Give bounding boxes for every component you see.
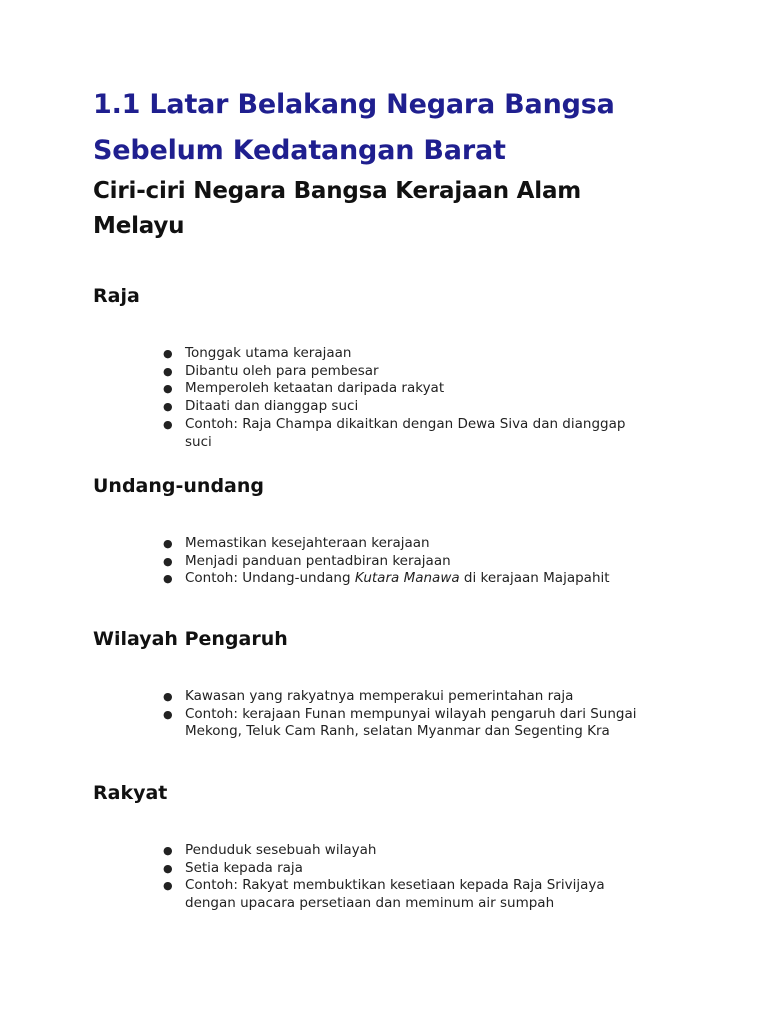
page-title-line-1: 1.1 Latar Belakang Negara Bangsa xyxy=(93,89,615,120)
list-item xyxy=(163,570,645,588)
bullet-icon: ● xyxy=(163,382,173,396)
list-item-text: Contoh: Raja Champa dikaitkan dengan Dewa Siva dan dianggap suci xyxy=(185,415,626,450)
list-item-text: Tonggak utama kerajaan xyxy=(185,345,352,361)
bullet-icon: ● xyxy=(163,690,173,703)
bullet-icon: ● xyxy=(163,861,173,875)
list-item-text: Ditaati dan dianggap suci xyxy=(185,398,359,415)
list-item-text: Memastikan kesejahteraan kerajaan xyxy=(185,535,430,551)
list-item xyxy=(163,877,645,912)
example-prefix: Contoh: Undang-undang xyxy=(185,570,355,587)
bullet-icon: ● xyxy=(163,347,173,360)
bullet-list-rakyat xyxy=(93,842,693,913)
list-item xyxy=(163,398,645,416)
page-title xyxy=(93,82,693,174)
list-item-text: Contoh: Rakyat membuktikan kesetiaan kepada Raja Srivijaya dengan upacara persetiaan dan meminum air sumpah xyxy=(185,877,605,912)
bullet-icon: ● xyxy=(163,879,173,893)
bullet-icon: ● xyxy=(163,417,173,431)
list-item-text: Contoh: kerajaan Funan mempunyai wilayah pengaruh dari Sungai Mekong, Teluk Cam Ranh, selatan Myanmar dan Segenting Kra xyxy=(185,705,637,740)
section-rakyat xyxy=(93,779,693,913)
section-heading-undang-undang: Undang-undang xyxy=(93,475,264,497)
subtitle-line-1: Ciri-ciri Negara Bangsa Kerajaan Alam xyxy=(93,178,582,204)
bullet-list-wilayah-pengaruh xyxy=(93,688,693,741)
section-heading-wilayah-pengaruh: Wilayah Pengaruh xyxy=(93,628,288,650)
section-heading-rakyat: Rakyat xyxy=(93,782,168,804)
bullet-icon: ● xyxy=(163,400,173,414)
bullet-icon: ● xyxy=(163,572,173,586)
list-item xyxy=(163,345,645,363)
document-page xyxy=(93,82,693,912)
list-item-text: Penduduk sesebuah wilayah xyxy=(185,842,377,858)
example-italic-term: Kutara Manawa xyxy=(354,570,460,587)
list-item-text: Setia kepada raja xyxy=(185,859,303,876)
list-item xyxy=(163,380,645,398)
bullet-icon: ● xyxy=(163,364,173,378)
list-item xyxy=(163,842,645,860)
section-raja xyxy=(93,282,693,451)
list-item-text: Memperoleh ketaatan daripada rakyat xyxy=(185,380,445,397)
bullet-list-raja xyxy=(93,345,693,451)
list-item xyxy=(163,688,645,706)
section-subtitle xyxy=(93,174,693,244)
list-item xyxy=(163,706,645,741)
section-undang-undang xyxy=(93,472,693,588)
list-item-text: Menjadi panduan pentadbiran kerajaan xyxy=(185,552,451,569)
example-suffix: di kerajaan Majapahit xyxy=(459,570,610,587)
bullet-icon: ● xyxy=(163,707,173,721)
section-wilayah-pengaruh xyxy=(93,625,693,741)
bullet-icon: ● xyxy=(163,537,173,550)
list-item-text: Dibantu oleh para pembesar xyxy=(185,362,379,379)
bullet-icon: ● xyxy=(163,554,173,568)
list-item xyxy=(163,416,645,451)
list-item xyxy=(163,535,645,553)
subtitle-line-2: Melayu xyxy=(93,213,185,239)
bullet-list-undang-undang xyxy=(93,535,693,588)
page-title-line-2: Sebelum Kedatangan Barat xyxy=(93,135,506,166)
list-item xyxy=(163,363,645,381)
bullet-icon: ● xyxy=(163,844,173,857)
section-heading-raja: Raja xyxy=(93,285,140,307)
list-item xyxy=(163,553,645,571)
list-item-text: Kawasan yang rakyatnya memperakui pemerintahan raja xyxy=(185,688,574,704)
list-item xyxy=(163,860,645,878)
